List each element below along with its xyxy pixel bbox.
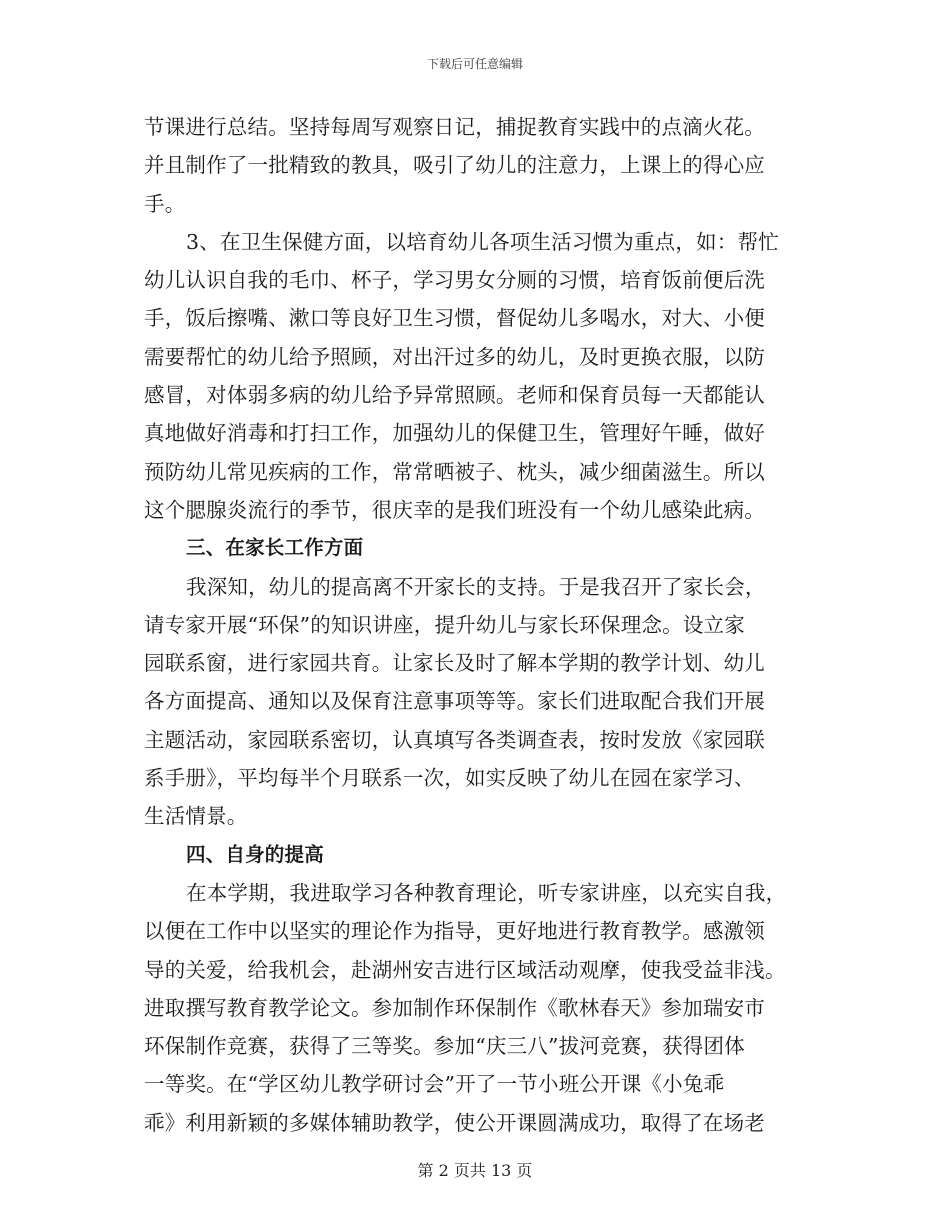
text-line: 系手册》，平均每半个月联系一次，如实反映了幼儿在园在家学习、 <box>144 766 755 791</box>
text-line: 幼儿认识自我的毛巾、杯子，学习男女分厕的习惯，培育饭前便后洗 <box>144 268 765 293</box>
text-line: 节课进行总结。坚持每周写观察日记，捕捉教育实践中的点滴火花。 <box>144 115 765 139</box>
section-heading: 四、自身的提高 <box>186 842 324 866</box>
text-line: 生活情景。 <box>144 804 248 829</box>
text-line: 环保制作竞赛，获得了三等奖。参加“庆三八”拔河竞赛，获得团体 <box>144 1034 745 1059</box>
text-line: 我深知，幼儿的提高离不开家长的支持。于是我召开了家长会， <box>186 574 766 599</box>
text-line: 进取撰写教育教学论文。参加制作环保制作《歌林春天》参加瑞安市 <box>144 995 765 1020</box>
text-line: 需要帮忙的幼儿给予照顾，对出汗过多的幼儿，及时更换衣服，以防 <box>144 344 765 369</box>
text-line: 请专家开展“环保”的知识讲座，提升幼儿与家长环保理念。设立家 <box>144 612 745 637</box>
text-line: 乖》利用新颖的多媒体辅助教学，使公开课圆满成功，取得了在场老 <box>144 1110 765 1135</box>
text-line: 各方面提高、通知以及保育注意事项等等。家长们进取配合我们开展 <box>144 689 765 714</box>
text-line: 手。 <box>144 191 186 216</box>
text-line: 真地做好消毒和打扫工作，加强幼儿的保健卫生，管理好午睡，做好 <box>144 421 765 446</box>
text-line: 这个腮腺炎流行的季节，很庆幸的是我们班没有一个幼儿感染此病。 <box>144 497 765 522</box>
document-body <box>144 108 806 1142</box>
text-line: 预防幼儿常见疾病的工作，常常晒被子、枕头，减少细菌滋生。所以 <box>144 459 765 484</box>
text-line: 园联系窗，进行家园共育。让家长及时了解本学期的教学计划、幼儿 <box>144 651 765 676</box>
text-line: 手，饭后擦嘴、漱口等良好卫生习惯，督促幼儿多喝水，对大、小便 <box>144 306 765 331</box>
text-line: 感冒，对体弱多病的幼儿给予异常照顾。老师和保育员每一天都能认 <box>144 383 765 408</box>
text-line: 主题活动，家园联系密切，认真填写各类调查表，按时发放《家园联 <box>144 727 765 752</box>
section-heading: 三、在家长工作方面 <box>186 536 364 560</box>
text-line: 以便在工作中以坚实的理论作为指导，更好地进行教育教学。感激领 <box>144 919 765 944</box>
text-line: 导的关爱，给我机会，赴湖州安吉进行区域活动观摩，使我受益非浅。 <box>144 957 786 982</box>
text-line: 3、在卫生保健方面，以培育幼儿各项生活习惯为重点，如：帮忙 <box>186 229 779 254</box>
page-header-note: 下载后可任意编辑 <box>426 57 523 71</box>
text-line: 在本学期，我进取学习各种教育理论，听专家讲座，以充实自我， <box>186 880 787 905</box>
text-line: 一等奖。在“学区幼儿教学研讨会”开了一节小班公开课《小兔乖 <box>144 1072 725 1097</box>
text-line: 并且制作了一批精致的教具，吸引了幼儿的注意力，上课上的得心应 <box>144 153 765 178</box>
page-number: 第 2 页共 13 页 <box>417 1161 533 1180</box>
